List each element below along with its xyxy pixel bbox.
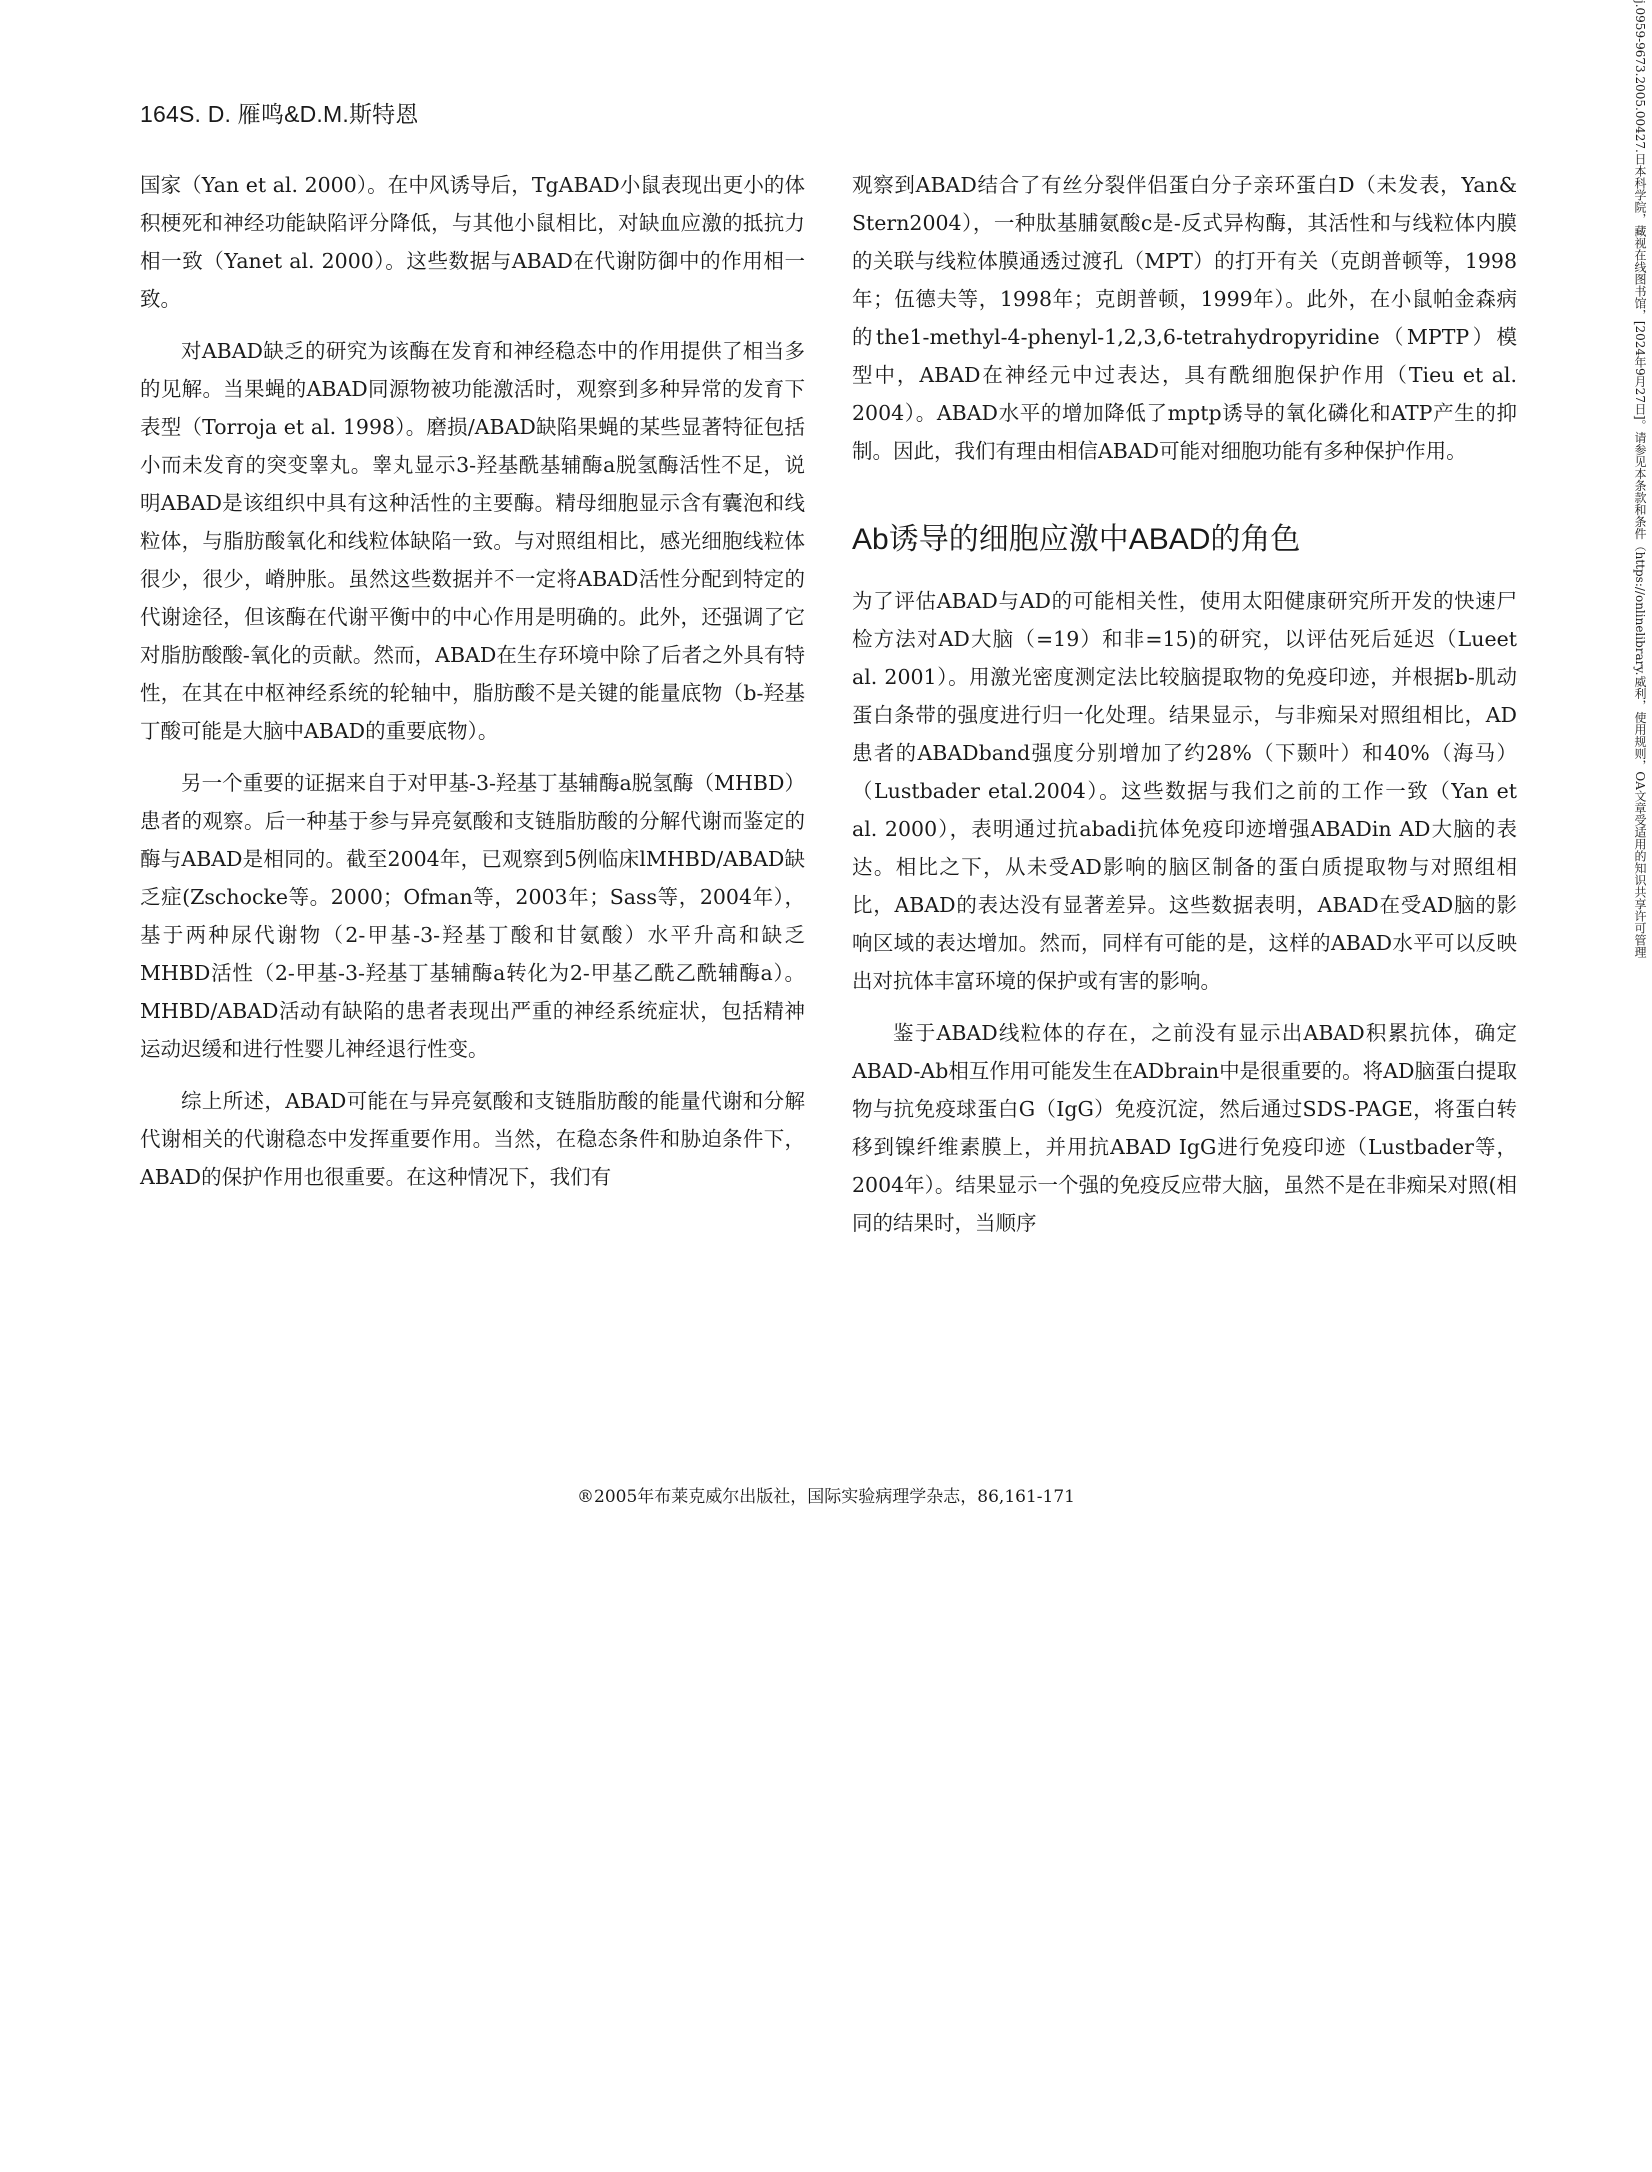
paragraph: 为了评估ABAD与AD的可能相关性，使用太阳健康研究所开发的快速尸检方法对AD大脑（=19）和非=15)的研究，以评估死后延迟（Lueet al. 2001）。用激光密度测定法比较脑提取物的免疫印迹，并根据b-肌动蛋白条带的强度进行归一化处理。结果显示，与非痴呆对照组相比，AD患者的ABADband强度分别增加了约28%（下颞叶）和40%（海马）（Lustbader etal.2004）。这些数据与我们之前的工作一致（Yan et al. 2000），表明通过抗abadi抗体免疫印迹增强ABADin AD大脑的表达。相比之下，从未受AD影响的脑区制备的蛋白质提取物与对照组相比，ABAD的表达没有显著差异。这些数据表明，ABAD在受AD脑的影响区域的表达增加。然而，同样有可能的是，这样的ABAD水平可以反映出对抗体丰富环境的保护或有害的影响。	[852, 589, 1517, 993]
section-heading: Ab诱导的细胞应激中ABAD的角色	[852, 523, 1301, 556]
side-margin-notice: j.0959-9673.2005.00427.日本科学院，藏视在线图书馆，[2024年9月27日]。请参见本条款和条件（https://onlinelibrary.威利，使用规则，OA文章受适用的知识共享许可管理	[1633, 0, 1647, 958]
copyright-footer: ®2005年布莱克威尔出版社，国际实验病理学杂志，86,161-171	[577, 1487, 1075, 1507]
paragraph: 观察到ABAD结合了有丝分裂伴侣蛋白分子亲环蛋白D（未发表，Yan& Stern2004），一种肽基脯氨酸c是-反式异构酶，其活性和与线粒体内膜的关联与线粒体膜通透过渡孔（MPT）的打开有关（克朗普顿等，1998年；伍德夫等，1998年；克朗普顿，1999年）。此外，在小鼠帕金森病的the1-methyl-4-phenyl-1,2,3,6-tetrahydropyridine（MPTP）模型中，ABAD在神经元中过表达，具有酰细胞保护作用（Tieu et al. 2004）。ABAD水平的增加降低了mptp诱导的氧化磷化和ATP产生的抑制。因此，我们有理由相信ABAD可能对细胞功能有多种保护作用。	[852, 173, 1517, 463]
paragraph: 鉴于ABAD线粒体的存在，之前没有显示出ABAD积累抗体，确定ABAD-Ab相互作用可能发生在ADbrain中是很重要的。将AD脑蛋白提取物与抗免疫球蛋白G（IgG）免疫沉淀，然后通过SDS-PAGE，将蛋白转移到镍纤维素膜上，并用抗ABAD IgG进行免疫印迹（Lustbader等，2004年）。结果显示一个强的免疫反应带大脑，虽然不是在非痴呆对照(相同的结果时，当顺序	[852, 1021, 1517, 1235]
running-head: 164S. D. 雁鸣&D.M.斯特恩	[140, 101, 419, 127]
right-column	[852, 166, 1517, 1256]
paragraph: 国家（Yan et al. 2000）。在中风诱导后，TgABAD小鼠表现出更小的体积梗死和神经功能缺陷评分降低，与其他小鼠相比，对缺血应激的抵抗力相一致（Yanet al. 2000）。这些数据与ABAD在代谢防御中的作用相一致。	[140, 173, 805, 311]
left-column	[140, 166, 805, 1210]
paragraph: 综上所述，ABAD可能在与异亮氨酸和支链脂肪酸的能量代谢和分解代谢相关的代谢稳态中发挥重要作用。当然，在稳态条件和胁迫条件下，ABAD的保护作用也很重要。在这种情况下，我们有	[140, 1089, 805, 1189]
paragraph: 另一个重要的证据来自于对甲基-3-羟基丁基辅酶a脱氢酶（MHBD）患者的观察。后一种基于参与异亮氨酸和支链脂肪酸的分解代谢而鉴定的酶与ABAD是相同的。截至2004年，已观察到5例临床lMHBD/ABAD缺乏症(Zschocke等。2000；Ofman等，2003年；Sass等，2004年），基于两种尿代谢物（2-甲基-3-羟基丁酸和甘氨酸）水平升高和缺乏MHBD活性（2-甲基-3-羟基丁基辅酶a转化为2-甲基乙酰乙酰辅酶a）。MHBD/ABAD活动有缺陷的患者表现出严重的神经系统症状，包括精神运动迟缓和进行性婴儿神经退行性变。	[140, 771, 805, 1061]
paragraph: 对ABAD缺乏的研究为该酶在发育和神经稳态中的作用提供了相当多的见解。当果蝇的ABAD同源物被功能激活时，观察到多种异常的发育下表型（Torroja et al. 1998）。磨损/ABAD缺陷果蝇的某些显著特征包括小而未发育的突变睾丸。睾丸显示3-羟基酰基辅酶a脱氢酶活性不足，说明ABAD是该组织中具有这种活性的主要酶。精母细胞显示含有囊泡和线粒体，与脂肪酸氧化和线粒体缺陷一致。与对照组相比，感光细胞线粒体很少，很少，嵴肿胀。虽然这些数据并不一定将ABAD活性分配到特定的代谢途径，但该酶在代谢平衡中的中心作用是明确的。此外，还强调了它对脂肪酸酸-氧化的贡献。然而，ABAD在生存环境中除了后者之外具有特性，在其在中枢神经系统的轮轴中，脂肪酸不是关键的能量底物（b-羟基丁酸可能是大脑中ABAD的重要底物）。	[140, 339, 805, 743]
